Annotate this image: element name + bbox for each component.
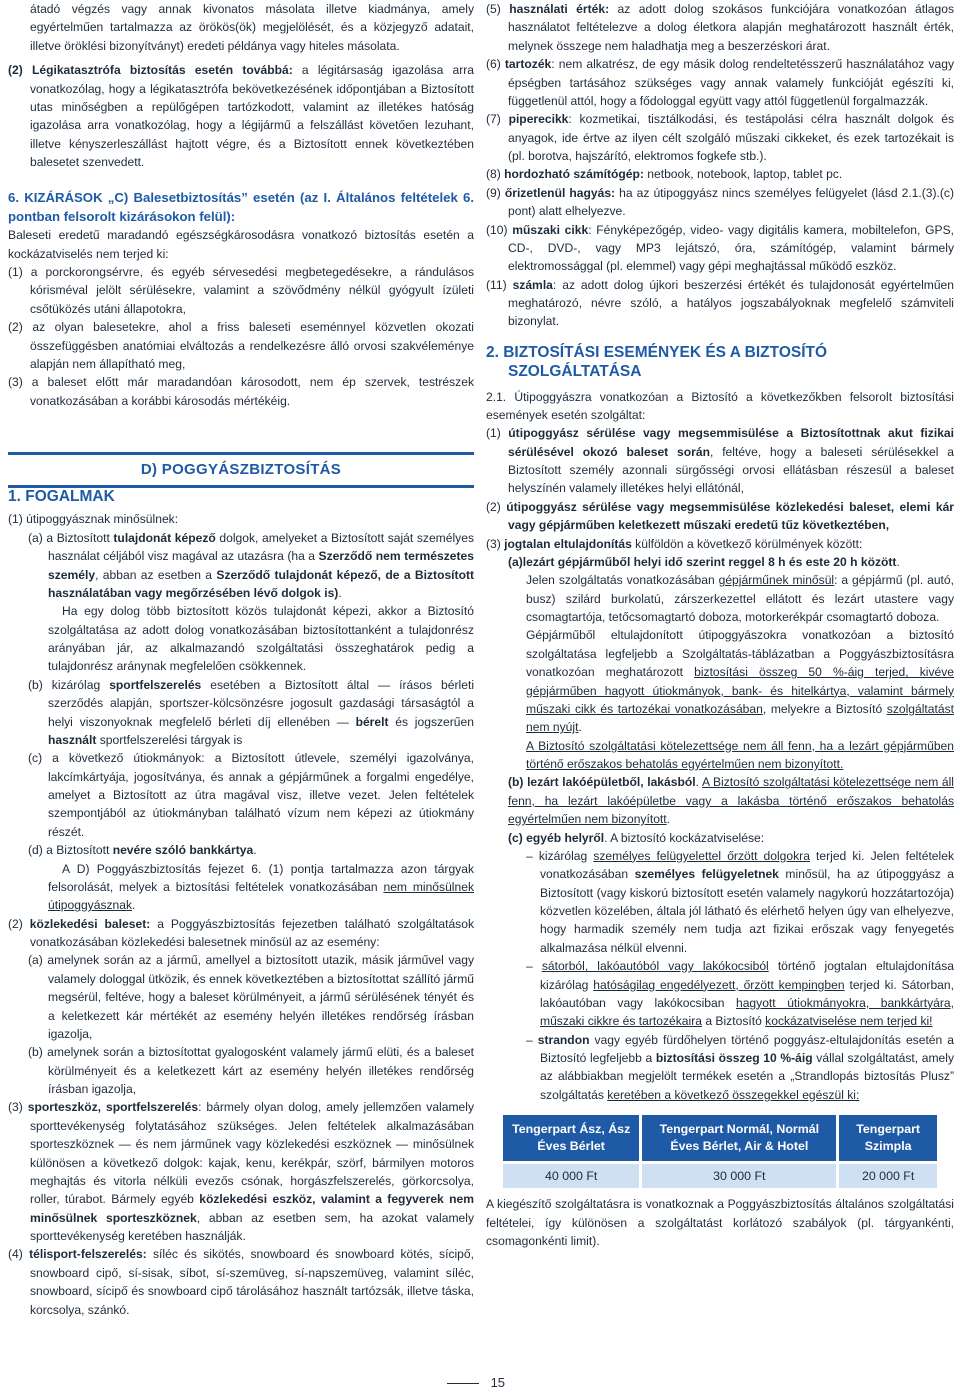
definition-3: (3) sporteszköz, sportfelszerelés: bármely olyan dolog, amely jellemzően valamely sporttevékenység folytatásához szükséges. Jelen feltételek alkalmazásában sporteszköznek ― és nem járműnek vagy közlekedési eszköznek ― minősülnek különösen a következő dolgok: kajak, kenu, kerékpár, szörf, bármilyen motoros meghajtás és vitorla nélküli evezős csónak, horgászfelszerelés, görkorcsolya, roller, túrabot. Bármely egyéb közlekedési eszköz, valamint a fegyverek nem minősülnek sporteszköznek, abban az esetben sem, ha azokat valamely sporttevékenység keretében használják.	[8, 1100, 474, 1244]
event-3c: (c) egyéb helyről. A biztosító kockázatviselése:	[508, 830, 765, 845]
exclusion-1: (1) a porckorongsérvre, és egyéb sérvesedési megbetegedésekre, a rándulásos kórisméval jelölt sérülésekre, valamint a szövődmény nélkül gyógyult ízületi csőtüközés utáni állapotokra,	[8, 265, 474, 316]
event-3b: (b) lezárt lakóépületből, lakásból. A Biztosító szolgáltatási kötelezettsége nem áll fenn, ha lezárt lakóépületbe vagy a lakásba történő erőszakos behatolás egyértelműen nem bizonyított.	[508, 775, 954, 827]
definition-8: (8) hordozható számítógép: netbook, notebook, laptop, tablet pc.	[486, 167, 843, 182]
event-3a-vehicle: Jelen szolgáltatás vonatkozásában gépjárműnek minősül: a gépjármű (pl. autó, busz) szilárd burkolatú, zárszerkezettel ellátott és lezárt utastere vagy csomagtartója, tetőcsomagtartó doboza, motorkerékpár csomagtartó doboza.	[526, 573, 954, 624]
definition-1d-continuation: A D) Poggyászbiztosítás fejezet 6. (1) pontja tartalmazza azon tárgyak felsorolását, melyek a biztosítási feltételek vonatkozásában nem minősülnek útipoggyásznak.	[48, 861, 474, 913]
event-3a-limit: Gépjárműből eltulajdonított útipoggyászokra vonatkozóan a biztosító szolgáltatása legfeljebb a Szolgáltatás-táblázatban a Poggyászbiztosításra vonatkozóan meghatározott biztosítási összeg 50 %-áig terjed, kivéve gépjárműben hagyott útiokmányok, bank- és hitelkártya, valamint bármely műszaki cikk és tartozékai vonatkozásában, melyekre a Biztosító szolgáltatást nem nyújt.	[526, 628, 954, 735]
pricing-footnote: A kiegészítő szolgáltatásra is vonatkoznak a Poggyászbiztosítás általános szolgáltatási feltételei, így különösen a szolgáltatást korlátozó szabályok (pl. tárgyankénti, csomagonkénti limit).	[486, 1197, 954, 1249]
paragraph-air-disaster: (2) Légikatasztrófa biztosítás esetén továbbá: a légitársaság igazolása arra vonatkozólag, hogy a légikatasztrófa bekövetkezésének időpontjában a Biztosított utas minőségben a repülőgépen tartózkodott, valamint az illetékes hatóság igazolása arra vonatkozólag, hogy a légijármű a felszállást követően lezuhant, illetve kényszerleszállást hajtott végre, és a Biztosított ennek következtében balesetet szenvedett.	[8, 63, 474, 169]
section-2-1-intro: 2.1. Útipoggyászra vonatkozóan a Biztosító a következőkben felsorolt biztosítási események esetén szolgáltat:	[486, 389, 954, 422]
event-1: (1) útipoggyász sérülése vagy megsemmisülése a Biztosítottnak akut fizikai sérülésével okozó baleset során, feltéve, hogy a baleseti sérülésekkel a Biztosított személy azonnali sürgősségi orvosi ellátásban részesül a baleset helyszínén valamely illetékes helyi ellátónál,	[486, 426, 955, 496]
definition-1: (1) útipoggyásznak minősülnek:	[8, 512, 179, 527]
right-column	[486, 0, 954, 1251]
event-3c-tent: – sátorból, lakóautóból vagy lakókocsiból történő jogtalan eltulajdonítása kizárólag hatóságilag engedélyezett, őrzött kempingben terjed ki. Sátorban, lakóautóban vagy lakókocsiban hagyott útiokmányokra, bankkártyára, műszaki cikkre és tartozékaira a Biztosító kockázatviselése nem terjed ki!	[526, 959, 955, 1029]
definition-11: (11) számla: az adott dolog újkori beszerzési értékét és tulajdonosát egyértelműen meghatározó, névre szóló, a hatályos jogszabályoknak megfelelő számviteli bizonylat.	[486, 277, 955, 329]
beach-theft-pricing-table	[500, 1112, 940, 1191]
pricing-header-szimpla: Tengerpart Szimpla	[839, 1115, 937, 1160]
pricing-value-szimpla: 20 000 Ft	[839, 1164, 937, 1189]
section-2-heading: 2. BIZTOSÍTÁSI ESEMÉNYEK ÉS A BIZTOSÍTÓ SZOLGÁLTATÁSA	[486, 343, 828, 381]
event-3a-break-in: A Biztosító szolgáltatási kötelezettsége nem áll fenn, ha a lezárt gépjárműben történő erőszakos behatolás egyértelműen nem bizonyított.	[526, 738, 954, 771]
definition-5: (5) használati érték: az adott dolog szokásos funkciójára vonatkozóan átlagos használatot feltételezve a dolog életkora alapján meghatározott használt érték, melynek összege nem haladhatja meg a beszerzéskori árat.	[486, 2, 954, 53]
definition-2b: (b) amelynek során a biztosítottat gyalogosként valamely jármű elüti, és a baleset körülményeit és a keletkezett kárt az esemény helyén illetékes rendőrség írásban igazolja,	[28, 1045, 474, 1097]
definition-1a: (a) a Biztosított tulajdonát képező dolgok, amelyeket a Biztosított saját személyes használat céljából visz magával az utazásra (ha a Szerződő nem természetes személy, abban az esetben a Szerződő tulajdonát képező, de a Biztosított használatában vagy megőrzésében lévő dolgok is).	[28, 530, 475, 600]
event-3c-supervision: – kizárólag személyes felügyelettel őrzött dolgokra terjed ki. Jelen feltételek vonatkozásában személyes felügyeletnek minősül, ha az útipoggyász a Biztosított (vagy kiskorú biztosított esetén valamely nagykorú hozzátartozója) közvetlen közelében, általa jól látható és elérhető helyen úgy van elhelyezve, hogy harmadik személy nem tudja azt fizikai erőszak vagy fenyegetés alkalmazása nélkül elvenni.	[526, 848, 954, 955]
section-6-intro: Baleseti eredetű maradandó egészségkárosodásra vonatkozó biztosítás esetén a kockázatviselés nem terjed ki:	[8, 228, 474, 261]
definition-1a-continuation: Ha egy dolog több biztosított közös tulajdonát képezi, akkor a Biztosító szolgáltatása az adott dolog vonatkozásában biztosítottanként a tulajdonrész arányában jár, az alkalmazandó szolgáltatási összeghatárok pedig a tulajdonrész aránynak megfelelően csökkennek.	[48, 604, 474, 674]
definition-1c: (c) a következő útiokmányok: a Biztosított útlevele, személyi igazolványa, lakcímkártyája, jogosítványa, és annak a gépjárműnek a forgalmi engedélye, amelyet a Biztosított az útra magával visz, illetve vezet. Jelen feltételek szempontjából az útiokmányban található vízum nem képezi az útiokmány részét.	[28, 751, 474, 839]
event-3c-beach: – strandon vagy egyéb fürdőhelyen történő poggyász-eltulajdonítás esetén a Biztosító legfeljebb a biztosítási összeg 10 %-áig vállal szolgáltatást, amely az alábbiakban megjelölt termékek esetén a „Strandlopás biztosítás Plusz” szolgáltatás keretében a következő összegekkel egészül ki:	[526, 1032, 954, 1102]
pricing-value-asz: 40 000 Ft	[503, 1164, 639, 1189]
section-d-banner: D) POGGYÁSZBIZTOSÍTÁS	[8, 452, 474, 488]
pricing-header-normal: Tengerpart Normál, Normál Éves Bérlet, Air & Hotel	[642, 1115, 836, 1160]
section-1-heading: 1. FOGALMAK	[8, 488, 115, 506]
left-column	[8, 0, 474, 1319]
page-number-dash	[447, 1383, 479, 1384]
definition-10: (10) műszaki cikk: Fényképezőgép, video- vagy digitális kamera, mobiltelefon, GPS, CD-, DVD-, vagy MP3 lejátszó, óra, számítógép, valamint bármely elektromossággal (pl. elemmel) vagy gépi meghajtással működő eszköz.	[486, 222, 954, 274]
pricing-value-normal: 30 000 Ft	[642, 1164, 836, 1189]
definition-1d: (d) a Biztosított nevére szóló bankkártya.	[28, 843, 257, 858]
paragraph-heirs: átadó végzés vagy annak kivonatos másolata illetve kiadmánya, amely egyértelműen tartalmazza az örökös(ök) megjelölését, és a közjegyző adatait, illetve öröklési bizonyítványt) eredeti példánya vagy hiteles másolata.	[30, 2, 474, 53]
exclusion-2: (2) az olyan balesetekre, ahol a friss baleseti eseménnyel közvetlen okozati összefüggésben anatómiai elváltozás a rendelkezésre álló orvosi szakvéleménye alapján nem állapítható meg,	[8, 320, 474, 371]
exclusion-3: (3) a baleset előtt már maradandóan károsodott, nem ép szervek, testrészek vonatkozásában a korábbi károsodás mértékéig.	[8, 375, 474, 408]
event-3: (3) jogtalan eltulajdonítás külföldön a következő körülmények között:	[486, 536, 863, 551]
event-3a: (a)lezárt gépjárműből helyi idő szerint reggel 8 h és este 20 h között.	[508, 554, 900, 569]
definition-1b: (b) kizárólag sportfelszerelés esetében a Biztosított által ― írásos bérleti szerződés alapján, sportszer-kölcsönzésre jogosult gazdasági társaságtól a helyi viszonyoknak megfelelő bérleti díj ellenében ― bérelt és jogszerűen használt sportfelszerelési tárgyak is	[28, 677, 475, 747]
definition-2a: (a) amelynek során az a jármű, amellyel a biztosított utazik, másik járművel vagy valamely dologgal ütközik, és ennek következtében a biztosítottat szállító jármű megsérül, feltéve, hogy a baleset körülményeit, a jármű sérülésének tényét és a keletkezett kár mértékét az esemény helyén illetékes rendőrség írásban igazolja,	[28, 953, 474, 1041]
definition-7: (7) piperecikk: kozmetikai, tisztálkodási, és testápolási célra használt dolgok és anyagok, ide értve az ilyen célt szolgáló műszaki cikkeket, és ezek tartozékait is (pl. borotva, hajszárító, elektromos fogkefe stb.).	[486, 112, 954, 163]
definition-6: (6) tartozék: nem alkatrész, de egy másik dolog rendeltetésszerű használatához vagy épségben tartásához szükséges vagy annak valamely funkcióját egészíti ki, függetlenül attól, hogy a fődologgal együtt vagy attól függetlenül forgalmazzák.	[486, 57, 955, 108]
pricing-header-asz: Tengerpart Ász, Ász Éves Bérlet	[503, 1115, 639, 1160]
pricing-header-row	[503, 1115, 937, 1160]
event-2: (2) útipoggyász sérülése vagy megsemmisülése közlekedési baleset, elemi kár vagy gépjárműben keletkezett műszaki eredetű tűz következtében,	[486, 499, 955, 533]
section-6-heading: 6. KIZÁRÁSOK „C) Balesetbiztosítás” esetén (az I. Általános feltételek 6. pontban felsorolt kizárásokon felül):	[8, 190, 474, 224]
definition-9: (9) őrizetlenül hagyás: ha az útipoggyász nincs személyes felügyelet (lásd 2.1.(3).(c) pont) alatt elhelyezve.	[486, 185, 955, 219]
page-number: 15	[0, 1373, 960, 1393]
definition-2: (2) közlekedési baleset: a Poggyászbiztosítás fejezetben található szolgáltatások vonatkozásában közlekedési balesetnek minősül az az esemény:	[8, 916, 475, 950]
pricing-value-row	[503, 1164, 937, 1189]
definition-4: (4) télisport-felszerelés: síléc és sikötés, snowboard és snowboard kötés, sícipő, snowboard cipő, sí-sisak, síbot, sí-szemüveg, sí-napszemüveg, valamint síléc, snowboard, sícipő és snowboard cipő tárolásához használt tartózsák, illetve táska, korcsolya, szánkó.	[8, 1247, 474, 1317]
